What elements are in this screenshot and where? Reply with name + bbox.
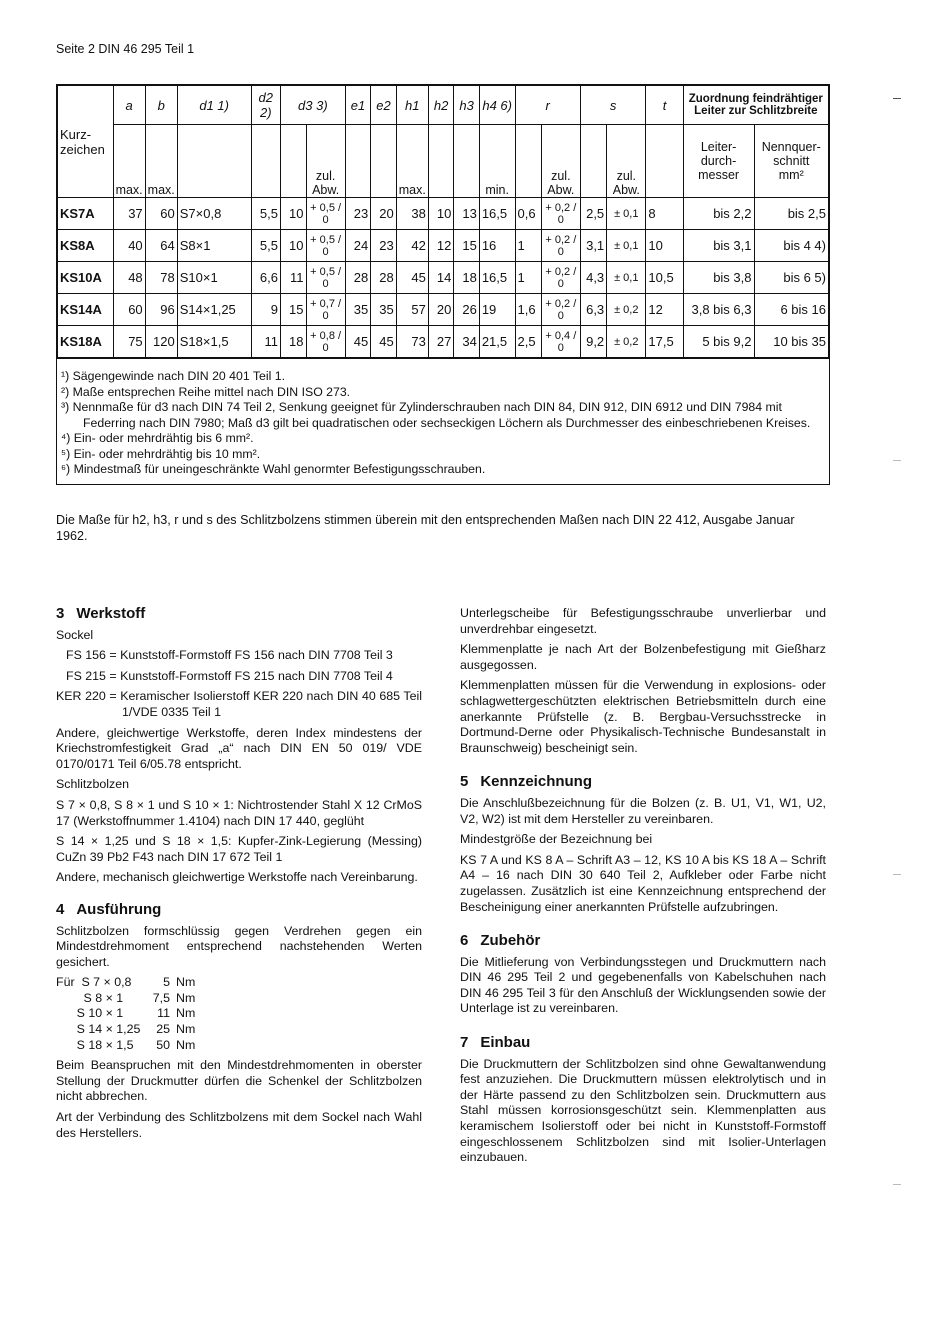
margin-mark [893, 460, 901, 461]
cell-rt: + 0,2 / 0 [541, 294, 580, 326]
cell-e1: 23 [345, 198, 371, 230]
cell-ld: 5 bis 9,2 [683, 326, 754, 358]
col-e1: e1 [345, 86, 371, 125]
torque-unit: Nm [176, 1037, 196, 1052]
cell-d3: 11 [281, 262, 307, 294]
cell-r: 0,6 [515, 198, 541, 230]
cell-a: 75 [113, 326, 145, 358]
cell-t: 10,5 [646, 262, 683, 294]
cell-nq: bis 4 4) [754, 230, 829, 262]
cell-h2: 12 [428, 230, 454, 262]
cell-d2: 11 [251, 326, 280, 358]
cell-st: ± 0,1 [607, 262, 646, 294]
cell-rt: + 0,2 / 0 [541, 230, 580, 262]
cell-r: 1,6 [515, 294, 541, 326]
cell-st: ± 0,2 [607, 294, 646, 326]
cell-nq: bis 2,5 [754, 198, 829, 230]
kennzeichnung-3: KS 7 A und KS 8 A – Schrift A3 – 12, KS 10 A bis KS 18 A – Schrift A4 – 16 nach DIN 30 640 Teil 2, Aufkleber oder Farbe nicht zugelassen. Zusätzlich ist eine Kennzeichnung entsprechend der Bescheinigung einer anerkannten Prüfstelle aufzubringen. [460, 852, 826, 914]
col-a: a [113, 86, 145, 125]
cell-d2: 9 [251, 294, 280, 326]
torque-unit: Nm [176, 975, 196, 990]
cell-b: 96 [145, 294, 177, 326]
cell-s: 2,5 [580, 198, 606, 230]
cell-k: KS18A [58, 326, 114, 358]
torque-value: 11 [157, 1006, 170, 1021]
einbau-text: Die Druckmuttern der Schlitzbolzen sind ohne Gewaltanwendung fest anzuziehen. Die Druckmuttern müssen elektrolytisch und in der Härte passend zu den Schlitzbolzen sein. Druckmuttern aus Stahl müssen korrosionsgeschützt sein. Klemmenplatten aus keramischem Isolierstoff oder bei nicht in Kunststoff-Formstoff eingeschlossenem Schlitzbolzen sind mit Isolier-Unterlagen einzubauen. [460, 1056, 826, 1165]
cell-k: KS8A [58, 230, 114, 262]
right-column [460, 606, 826, 1171]
col-d3: d3 3) [281, 86, 346, 125]
torque-size: S 8 × 1 [56, 990, 124, 1005]
col-h3: h3 [454, 86, 480, 125]
margin-mark [893, 98, 901, 99]
torque-value: 25 [156, 1022, 170, 1037]
cell-k: KS7A [58, 198, 114, 230]
cell-b: 64 [145, 230, 177, 262]
giessharz: Klemmenplatte je nach Art der Bolzenbefestigung mit Gießharz ausgegossen. [460, 642, 826, 672]
footnote-2: ²) Maße entsprechen Reihe mittel nach DIN ISO 273. [61, 384, 351, 399]
cell-d2: 6,6 [251, 262, 280, 294]
cell-h2: 10 [428, 198, 454, 230]
cell-rt: + 0,4 / 0 [541, 326, 580, 358]
andere-werkstoffe: Andere, gleichwertige Werkstoffe, deren Index mindestens der Kriechstromfestigkeit Grad „a“ nach DIN EN 50 019/ VDE 0170/0171 Teil 6/05.78 entspricht. [56, 725, 422, 771]
stahl-entry: S 7 × 0,8, S 8 × 1 und S 10 × 1: Nichtrostender Stahl X 12 CrMoS 17 (Werkstoffnummer 1.4104) nach DIN 17 440, geglüht [56, 797, 422, 828]
cell-st: ± 0,1 [607, 230, 646, 262]
cell-b: 78 [145, 262, 177, 294]
cell-h4: 16 [479, 230, 515, 262]
cell-t: 17,5 [646, 326, 683, 358]
cell-e1: 35 [345, 294, 371, 326]
cell-nq: 10 bis 35 [754, 326, 829, 358]
cell-e1: 45 [345, 326, 371, 358]
col-leiter: Leiter- durch- messer [683, 125, 754, 198]
cell-h2: 14 [428, 262, 454, 294]
cell-st: ± 0,2 [607, 326, 646, 358]
b-max: max. [145, 125, 177, 198]
torque-size: Für S 7 × 0,8 [56, 975, 132, 990]
footnote-5: ⁵) Ein- oder mehrdrähtig bis 10 mm². [61, 446, 261, 461]
torque-size: S 14 × 1,25 [56, 1022, 141, 1037]
h1-max: max. [396, 125, 428, 198]
dimension-table [56, 84, 830, 485]
kennzeichnung-1: Die Anschlußbezeichnung für die Bolzen (z. B. U1, V1, W1, U2, V2, W2) ist mit dem Hersteller zu vereinbaren. [460, 795, 826, 826]
col-d1: d1 1) [177, 86, 251, 125]
cell-h4: 19 [479, 294, 515, 326]
cell-d3: 18 [281, 326, 307, 358]
cell-h3: 13 [454, 198, 480, 230]
table-row [58, 230, 829, 262]
cell-h1: 73 [396, 326, 428, 358]
footnote-6: ⁶) Mindestmaß für uneingeschränkte Wahl genormter Befestigungsschrauben. [61, 462, 486, 476]
cell-e1: 24 [345, 230, 371, 262]
cell-h1: 45 [396, 262, 428, 294]
torque-value: 50 [156, 1037, 170, 1052]
cell-ld: bis 3,8 [683, 262, 754, 294]
cell-ld: bis 2,2 [683, 198, 754, 230]
cell-nq: 6 bis 16 [754, 294, 829, 326]
ausfuehrung-2: Beim Beanspruchen mit den Mindestdrehmomenten in oberster Stellung der Druckmutter dürfen die Schenkel der Schlitzbolzen nicht abbrechen. [56, 1058, 422, 1104]
section-6-heading: 6 Zubehör [460, 932, 541, 950]
section-7-heading: 7 Einbau [460, 1034, 531, 1052]
torque-value: 5 [163, 975, 170, 990]
torque-unit: Nm [176, 990, 196, 1005]
fs156-entry: FS 156 = Kunststoff-Formstoff FS 156 nach DIN 7708 Teil 3 [66, 648, 393, 663]
torque-row [56, 975, 422, 991]
intro-paragraph: Die Maße für h2, h3, r und s des Schlitzbolzens stimmen überein mit den entsprechenden Maßen nach DIN 22 412, Ausgabe Januar 1962. [56, 513, 795, 543]
cell-h3: 18 [454, 262, 480, 294]
h4-min: min. [479, 125, 515, 198]
cell-d3t: + 0,7 / 0 [306, 294, 345, 326]
cell-d3: 10 [281, 198, 307, 230]
col-h2: h2 [428, 86, 454, 125]
cell-d2: 5,5 [251, 230, 280, 262]
cell-d1: S18×1,5 [177, 326, 251, 358]
table-footnotes [57, 358, 829, 484]
cell-e2: 28 [371, 262, 397, 294]
torque-value: 7,5 [152, 990, 170, 1005]
col-zuordnung: Zuordnung feindrähtiger Leiter zur Schlitzbreite [683, 86, 828, 125]
torque-unit: Nm [176, 1022, 196, 1037]
cell-a: 60 [113, 294, 145, 326]
section-3-heading: 3 Werkstoff [56, 605, 146, 622]
cell-s: 4,3 [580, 262, 606, 294]
cell-a: 48 [113, 262, 145, 294]
cell-h1: 42 [396, 230, 428, 262]
cell-d3t: + 0,5 / 0 [306, 230, 345, 262]
torque-row [56, 1022, 422, 1038]
cell-h3: 34 [454, 326, 480, 358]
fs215-entry: FS 215 = Kunststoff-Formstoff FS 215 nach DIN 7708 Teil 4 [66, 668, 393, 683]
footnote-4: ⁴) Ein- oder mehrdrähtig bis 6 mm². [61, 431, 254, 445]
cell-h3: 15 [454, 230, 480, 262]
col-h1: h1 [396, 86, 428, 125]
cell-rt: + 0,2 / 0 [541, 262, 580, 294]
cell-d3t: + 0,8 / 0 [306, 326, 345, 358]
cell-r: 1 [515, 262, 541, 294]
cell-t: 12 [646, 294, 683, 326]
torque-unit: Nm [176, 1006, 196, 1021]
table-row [58, 326, 829, 358]
cell-h1: 38 [396, 198, 428, 230]
cell-a: 37 [113, 198, 145, 230]
cell-d1: S7×0,8 [177, 198, 251, 230]
torque-table [56, 975, 422, 1053]
torque-row [56, 1038, 422, 1054]
cell-s: 6,3 [580, 294, 606, 326]
torque-size: S 10 × 1 [56, 1006, 124, 1021]
schlitzbolzen-label: Schlitzbolzen [56, 777, 130, 792]
cell-d3: 15 [281, 294, 307, 326]
cell-r: 1 [515, 230, 541, 262]
cell-k: KS14A [58, 294, 114, 326]
cell-h4: 16,5 [479, 198, 515, 230]
section-4-heading: 4 Ausführung [56, 900, 162, 918]
section-5-heading: 5 Kennzeichnung [460, 773, 593, 791]
cell-d1: S10×1 [177, 262, 251, 294]
ker220-entry: KER 220 = Keramischer Isolierstoff KER 220 nach DIN 40 685 Teil 1/VDE 0335 Teil 1 [56, 689, 422, 719]
cell-e1: 28 [345, 262, 371, 294]
s-zul: zul. Abw. [607, 125, 646, 198]
page-header: Seite 2 DIN 46 295 Teil 1 [56, 42, 195, 56]
cell-nq: bis 6 5) [754, 262, 829, 294]
andere-mechanisch: Andere, mechanisch gleichwertige Werkstoffe nach Vereinbarung. [56, 870, 418, 885]
col-d2: d2 2) [251, 86, 280, 125]
torque-size: S 18 × 1,5 [56, 1037, 134, 1052]
cell-d3t: + 0,5 / 0 [306, 262, 345, 294]
cell-rt: + 0,2 / 0 [541, 198, 580, 230]
cell-t: 8 [646, 198, 683, 230]
torque-row [56, 1006, 422, 1022]
ausfuehrung-3: Art der Verbindung des Schlitzbolzens mit dem Sockel nach Wahl des Herstellers. [56, 1110, 422, 1140]
col-h4: h4 6) [479, 86, 515, 125]
cell-a: 40 [113, 230, 145, 262]
cell-e2: 45 [371, 326, 397, 358]
col-e2: e2 [371, 86, 397, 125]
torque-row [56, 991, 422, 1007]
d3-zul: zul. Abw. [306, 125, 345, 198]
cell-k: KS10A [58, 262, 114, 294]
r-zul: zul. Abw. [541, 125, 580, 198]
cell-ld: 3,8 bis 6,3 [683, 294, 754, 326]
margin-mark [893, 1184, 901, 1185]
cell-d3: 10 [281, 230, 307, 262]
ausfuehrung-1: Schlitzbolzen formschlüssig gegen Verdrehen gegen ein Mindestdrehmoment entsprechend nachstehenden Werten gesichert. [56, 923, 422, 969]
cell-h4: 16,5 [479, 262, 515, 294]
cell-ld: bis 3,1 [683, 230, 754, 262]
footnote-1: ¹) Sägengewinde nach DIN 20 401 Teil 1. [61, 369, 285, 383]
cell-d3t: + 0,5 / 0 [306, 198, 345, 230]
cell-e2: 35 [371, 294, 397, 326]
cell-h3: 26 [454, 294, 480, 326]
zubehoer-text: Die Mitlieferung von Verbindungsstegen und Druckmuttern nach DIN 46 295 Teil 2 und gegebenenfalls von Kabelschuhen nach DIN 46 295 Teil 3 für den Anschluß der Wicklungsenden sowie der Unterlage ist zu vereinbaren. [460, 954, 826, 1016]
col-nennquerschnitt: Nennquer- schnitt mm² [754, 125, 829, 198]
margin-mark [893, 874, 901, 875]
cell-b: 60 [145, 198, 177, 230]
unterlegscheibe: Unterlegscheibe für Befestigungsschraube unverlierbar und unverdrehbar eingesetzt. [460, 606, 826, 636]
cell-d1: S14×1,25 [177, 294, 251, 326]
left-column [56, 606, 422, 1146]
table-row [58, 198, 829, 230]
cell-s: 9,2 [580, 326, 606, 358]
cell-d1: S8×1 [177, 230, 251, 262]
col-t: t [646, 86, 683, 125]
table-row [58, 262, 829, 294]
cell-d2: 5,5 [251, 198, 280, 230]
table-row [58, 294, 829, 326]
cell-h1: 57 [396, 294, 428, 326]
messing-entry: S 14 × 1,25 und S 18 × 1,5: Kupfer-Zink-Legierung (Messing) CuZn 39 Pb2 F43 nach DIN 17 672 Teil 1 [56, 834, 422, 864]
cell-b: 120 [145, 326, 177, 358]
a-max: max. [113, 125, 145, 198]
cell-h2: 20 [428, 294, 454, 326]
sockel-label: Sockel [56, 627, 94, 642]
col-b: b [145, 86, 177, 125]
cell-e2: 20 [371, 198, 397, 230]
cell-s: 3,1 [580, 230, 606, 262]
kennzeichnung-2: Mindestgröße der Bezeichnung bei [460, 832, 653, 847]
col-s: s [580, 86, 645, 125]
cell-r: 2,5 [515, 326, 541, 358]
cell-t: 10 [646, 230, 683, 262]
cell-h2: 27 [428, 326, 454, 358]
footnote-3: ³) Nennmaße für d3 nach DIN 74 Teil 2, Senkung geeignet für Zylinderschrauben nach DIN 84, DIN 912, DIN 6912 und DIN 7984 mit Federring nach DIN 7980; Maß d3 gilt bei quadratischen oder sechseckigen Löchern als Durchmesser des einbeschriebenen Kreises. [61, 400, 811, 430]
cell-st: ± 0,1 [607, 198, 646, 230]
col-r: r [515, 86, 580, 125]
col-kurzzeichen: Kurz- zeichen [58, 86, 114, 198]
cell-h4: 21,5 [479, 326, 515, 358]
cell-e2: 23 [371, 230, 397, 262]
pruefstelle: Klemmenplatten müssen für die Verwendung in explosions- oder schlagwettergeschützten elektrischen Betriebsmitteln durch eine anerkannte Prüfstelle (z. B. Bergbau-Versuchsstrecke in Dortmund-Derne oder Physikalisch-Technische Bundesanstalt in Braunschweig) bescheinigt sein. [460, 678, 826, 755]
